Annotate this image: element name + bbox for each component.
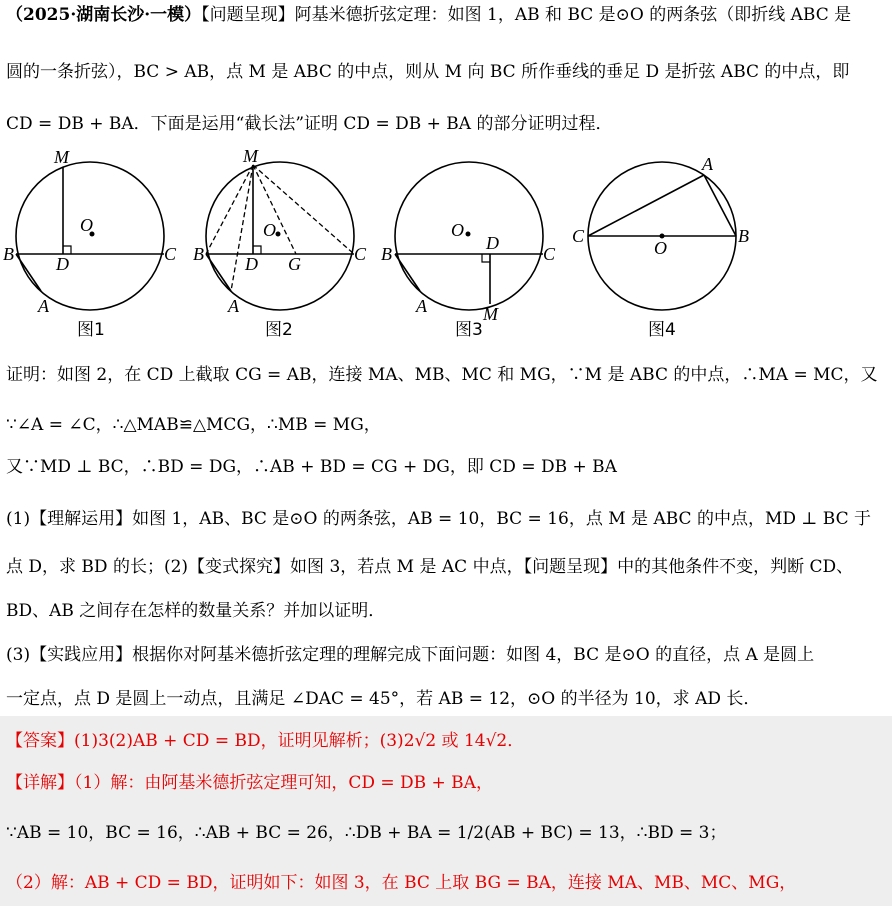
problem-source: （2025·湖南长沙·一模） [6, 5, 202, 25]
question-3-line-2: 一定点，点 D 是圆上一动点，且满足 ∠DAC = 45°，若 AB = 12，⊙O 的半径为 10，求 AD 长． [6, 689, 761, 709]
fig1-label-c: C [164, 244, 177, 264]
fig2-right-angle [253, 246, 261, 254]
fig3-chord-ab [395, 254, 420, 291]
proof-line-2: ∵∠A = ∠C，∴△MAB≌△MCG，∴MB = MG， [6, 415, 381, 435]
fig4-label-a: A [702, 154, 713, 174]
fig4-caption: 图4 [648, 320, 676, 340]
fig2-label-b: B [193, 244, 204, 264]
fig3-label-b: B [381, 244, 392, 264]
fig2-label-c: C [354, 244, 367, 264]
figure-4 [572, 154, 749, 340]
answer-line-4: （2）解：AB + CD = BD，证明如下：如图 3，在 BC 上取 BG = BA，连接 MA、MB、MC、MG， [6, 873, 797, 893]
problem-line-1-text: 阿基米德折弦定理：如图 1，AB 和 BC 是⊙O 的两条弦（即折线 ABC 是 [294, 5, 852, 25]
fig2-chord-ab [206, 254, 231, 291]
fig2-mb [206, 165, 253, 254]
proof-line-3: 又∵MD ⊥ BC，∴BD = DG，∴AB + BD = CG + DG，即 CD = DB + BA [6, 457, 617, 477]
proof-line-1: 证明：如图 2，在 CD 上截取 CG = AB，连接 MA、MB、MC 和 MG，∵M 是 ABC 的中点，∴MA = MC，又 [6, 365, 878, 385]
problem-line-2: 圆的一条折弦），BC > AB，点 M 是 ABC 的中点，则从 M 向 BC 所作垂线的垂足 D 是折弦 ABC 的中点，即 [6, 62, 850, 82]
problem-tag: 【问题呈现】 [201, 5, 295, 25]
fig2-label-g: G [288, 254, 301, 274]
fig2-center-dot [276, 232, 281, 237]
fig4-chord-ab [704, 175, 736, 236]
fig1-label-m: M [54, 147, 69, 167]
fig3-label-c: C [543, 244, 556, 264]
figure-1 [3, 147, 177, 340]
fig4-label-c: C [572, 226, 585, 246]
fig1-chord-ab [16, 254, 41, 291]
fig2-label-d: D [245, 254, 258, 274]
fig3-label-o: O [451, 220, 464, 240]
fig4-label-b: B [738, 226, 749, 246]
figure-2 [193, 146, 367, 340]
problem-line-3: CD = DB + BA．下面是运用“截长法”证明 CD = DB + BA 的部分证明过程． [6, 114, 613, 134]
fig2-caption: 图2 [265, 320, 293, 340]
answer-line-2: 【详解】（1）解：由阿基米德折弦定理可知，CD = DB + BA， [6, 773, 493, 793]
fig3-label-d: D [486, 233, 499, 253]
answer-line-1: 【答案】(1)3(2)AB + CD = BD，证明见解析；(3)2√2 或 14√2． [6, 731, 525, 751]
fig1-label-d: D [56, 254, 69, 274]
fig1-label-a: A [38, 296, 49, 316]
fig2-mc [253, 165, 354, 254]
fig2-label-m: M [243, 146, 258, 166]
fig1-label-b: B [3, 244, 14, 264]
question-3-line-1: (3)【实践应用】根据你对阿基米德折弦定理的理解完成下面问题：如图 4，BC 是⊙O 的直径，点 A 是圆上 [6, 645, 815, 665]
question-1-line-1: (1)【理解运用】如图 1，AB、BC 是⊙O 的两条弦，AB = 10，BC = 16，点 M 是 ABC 的中点，MD ⊥ BC 于 [6, 509, 871, 529]
fig1-right-angle [63, 246, 71, 254]
fig2-label-o: O [263, 220, 276, 240]
figure-3 [381, 162, 556, 340]
fig3-label-a: A [416, 296, 427, 316]
answer-line-3: ∵AB = 10，BC = 16，∴AB + BC = 26，∴DB + BA = 1/2(AB + BC) = 13，∴BD = 3； [6, 823, 727, 843]
fig3-label-m: M [483, 304, 498, 324]
fig4-label-o: O [654, 238, 667, 258]
fig4-chord-ca [588, 175, 704, 236]
question-2-line-3: BD、AB 之间存在怎样的数量关系？并加以证明． [6, 601, 386, 621]
problem-line-1 [6, 4, 851, 26]
figures-row [0, 140, 892, 345]
fig3-caption: 图3 [455, 320, 483, 340]
fig3-center-dot [466, 232, 471, 237]
question-1-line-2: 点 D，求 BD 的长；(2)【变式探究】如图 3，若点 M 是 AC 中点，【问题呈现】中的其他条件不变，判断 CD、 [6, 557, 854, 577]
fig2-mg [253, 165, 296, 254]
fig2-label-a: A [228, 296, 239, 316]
fig1-caption: 图1 [77, 320, 105, 340]
fig1-label-o: O [80, 215, 93, 235]
fig3-right-angle [482, 254, 490, 262]
